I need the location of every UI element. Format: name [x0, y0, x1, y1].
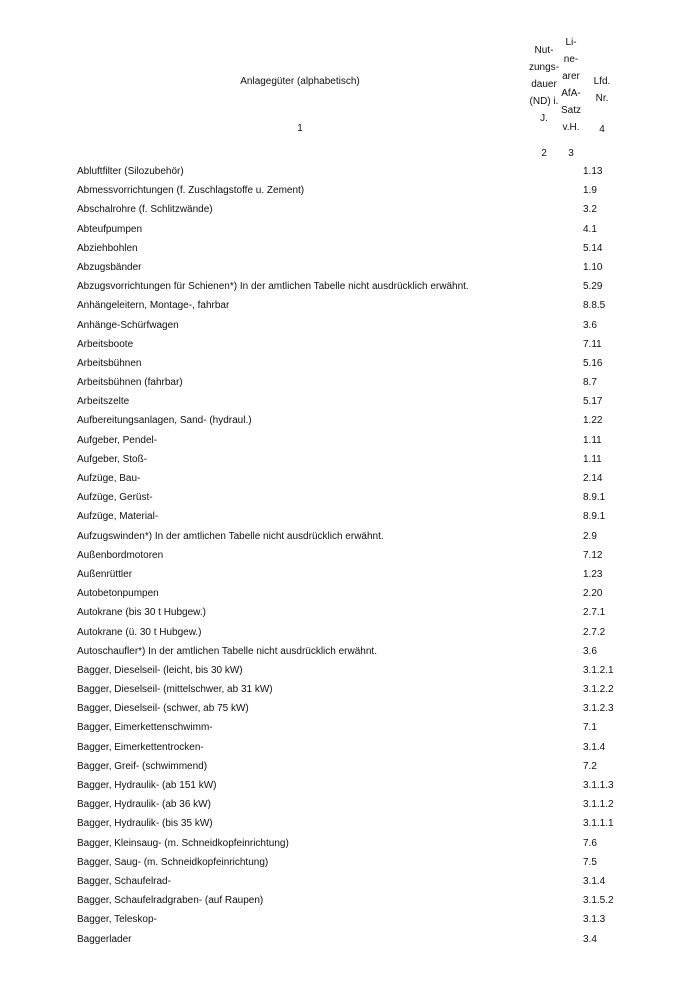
serial-number: 8.9.1 — [583, 511, 606, 523]
serial-number: 7.12 — [583, 549, 603, 561]
table-row — [0, 680, 700, 699]
asset-name: Autobetonpumpen — [77, 588, 159, 600]
serial-number: 2.7.1 — [583, 607, 606, 619]
serial-number: 1.13 — [583, 166, 603, 177]
table-row — [0, 565, 700, 584]
serial-number: 1.22 — [583, 415, 603, 427]
column-header-serial-number-title: Lfd. Nr. — [593, 76, 611, 104]
table-row — [0, 392, 700, 411]
serial-number: 2.7.2 — [583, 626, 606, 638]
serial-number: 3.1.4 — [583, 741, 606, 753]
serial-number: 3.1.1.3 — [583, 780, 614, 791]
serial-number: 3.1.1.1 — [583, 818, 614, 830]
table-row — [0, 930, 700, 949]
table-row — [0, 718, 700, 737]
asset-name: Bagger, Teleskop- — [77, 914, 157, 926]
table-row — [0, 699, 700, 718]
table-row — [0, 507, 700, 526]
table-row — [0, 335, 700, 354]
asset-name: Bagger, Schaufelrad- — [77, 875, 171, 887]
asset-name: Aufbereitungsanlagen, Sand- (hydraul.) — [77, 415, 252, 427]
asset-name: Arbeitszelte — [77, 396, 130, 408]
table-row — [0, 181, 700, 200]
serial-number: 2.14 — [583, 473, 603, 484]
asset-name: Aufzüge, Material- — [77, 511, 159, 523]
asset-name: Außenbordmotoren — [77, 549, 164, 561]
table-row — [0, 469, 700, 488]
asset-name: Aufzüge, Gerüst- — [77, 492, 153, 504]
asset-name: Bagger, Dieselseil- (leicht, bis 30 kW) — [77, 664, 243, 676]
asset-name: Abluftfilter (Silozubehör) — [77, 166, 184, 177]
table-row — [0, 757, 700, 776]
table-row — [0, 296, 700, 315]
serial-number: 7.2 — [583, 760, 597, 772]
table-row — [0, 603, 700, 622]
table-row — [0, 277, 700, 296]
asset-name: Bagger, Kleinsaug- (m. Schneidkopfeinrichtung) — [77, 837, 289, 849]
serial-number: 3.1.2.1 — [583, 664, 614, 676]
table-row — [0, 814, 700, 833]
serial-number: 3.1.3 — [583, 914, 606, 926]
column-header-useful-life-number: 2 — [541, 148, 547, 159]
serial-number: 3.1.5.2 — [583, 895, 614, 907]
asset-name: Aufgeber, Pendel- — [77, 434, 158, 446]
table-row — [0, 258, 700, 277]
table-row — [0, 200, 700, 219]
asset-name: Arbeitsbühnen — [77, 357, 142, 369]
table-row — [0, 584, 700, 603]
serial-number: 2.9 — [583, 530, 597, 542]
serial-number: 3.6 — [583, 645, 597, 657]
serial-number: 3.1.4 — [583, 875, 606, 887]
asset-name: Abschalrohre (f. Schlitzwände) — [77, 204, 213, 216]
column-header-depreciation-rate-number: 3 — [568, 148, 574, 159]
asset-name: Abziehbohlen — [77, 242, 138, 254]
asset-name: Abzugsvorrichtungen für Schienen*) In der amtlichen Tabelle nicht ausdrücklich erwähnt. — [77, 281, 469, 293]
table-row — [0, 411, 700, 430]
asset-name: Bagger, Dieselseil- (schwer, ab 75 kW) — [77, 703, 249, 715]
table-row — [0, 162, 700, 181]
table-row — [0, 546, 700, 565]
asset-name: Anhänge-Schürfwagen — [77, 319, 179, 331]
table-row — [0, 738, 700, 757]
column-header-useful-life — [527, 42, 561, 162]
table-row — [0, 527, 700, 546]
table-row — [0, 488, 700, 507]
serial-number: 2.20 — [583, 588, 603, 600]
serial-number: 3.1.2.2 — [583, 684, 614, 696]
asset-name: Arbeitsbühnen (fahrbar) — [77, 377, 183, 389]
asset-name: Autokrane (ü. 30 t Hubgew.) — [77, 626, 202, 638]
serial-number: 7.1 — [583, 722, 597, 734]
serial-number: 1.11 — [583, 434, 602, 446]
asset-name: Arbeitsboote — [77, 338, 134, 350]
asset-name: Aufgeber, Stoß- — [77, 453, 148, 465]
table-row — [0, 450, 700, 469]
table-row — [0, 623, 700, 642]
asset-name: Anhängeleitern, Montage-, fahrbar — [77, 300, 230, 312]
table-row — [0, 853, 700, 872]
table-row — [0, 354, 700, 373]
asset-name: Bagger, Hydraulik- (ab 151 kW) — [77, 780, 217, 791]
serial-number: 5.16 — [583, 357, 603, 369]
table-row — [0, 661, 700, 680]
serial-number: 7.11 — [583, 338, 602, 350]
table-row — [0, 316, 700, 335]
serial-number: 7.6 — [583, 837, 597, 849]
column-header-depreciation-rate-title: Li-ne-arer AfA-Satz v.H. — [561, 37, 582, 133]
asset-name: Bagger, Hydraulik- (ab 36 kW) — [77, 799, 211, 811]
serial-number: 5.14 — [583, 242, 603, 254]
asset-name: Abzugsbänder — [77, 261, 142, 273]
column-header-assets-title: Anlagegüter (alphabetisch) — [240, 76, 360, 87]
serial-number: 1.10 — [583, 261, 603, 273]
table-row — [0, 834, 700, 853]
asset-name: Bagger, Saug- (m. Schneidkopfeinrichtung) — [77, 856, 269, 868]
table-row — [0, 373, 700, 392]
asset-name: Autoschaufler*) In der amtlichen Tabelle nicht ausdrücklich erwähnt. — [77, 645, 377, 657]
serial-number: 1.9 — [583, 185, 597, 197]
asset-name: Autokrane (bis 30 t Hubgew.) — [77, 607, 206, 619]
table-row — [0, 872, 700, 891]
asset-name: Baggerlader — [77, 933, 132, 945]
table-row — [0, 910, 700, 929]
table-row — [0, 642, 700, 661]
asset-name: Bagger, Hydraulik- (bis 35 kW) — [77, 818, 213, 830]
table-row — [0, 431, 700, 450]
asset-name: Bagger, Eimerkettentrocken- — [77, 741, 204, 753]
serial-number: 1.11 — [583, 453, 602, 465]
table-row — [0, 891, 700, 910]
asset-name: Abmessvorrichtungen (f. Zuschlagstoffe u. Zement) — [77, 185, 305, 197]
asset-name: Aufzugswinden*) In der amtlichen Tabelle nicht ausdrücklich erwähnt. — [77, 530, 384, 542]
serial-number: 3.6 — [583, 319, 597, 331]
asset-name: Bagger, Schaufelradgraben- (auf Raupen) — [77, 895, 264, 907]
serial-number: 1.23 — [583, 568, 603, 580]
serial-number: 3.1.1.2 — [583, 799, 614, 811]
column-header-depreciation-rate — [561, 34, 581, 162]
column-header-serial-number — [586, 73, 618, 138]
column-header-assets-number: 1 — [297, 123, 303, 134]
asset-name: Bagger, Dieselseil- (mittelschwer, ab 31 kW) — [77, 684, 273, 696]
asset-name: Abteufpumpen — [77, 223, 143, 235]
table-row — [0, 776, 700, 795]
serial-number: 8.9.1 — [583, 492, 606, 504]
serial-number: 5.29 — [583, 281, 603, 293]
table-row — [0, 220, 700, 239]
serial-number: 3.2 — [583, 204, 597, 216]
asset-name: Aufzüge, Bau- — [77, 473, 141, 484]
column-header-serial-number-number: 4 — [599, 124, 605, 135]
table-row — [0, 239, 700, 258]
asset-table-body — [0, 162, 700, 949]
serial-number: 8.8.5 — [583, 300, 606, 312]
serial-number: 5.17 — [583, 396, 603, 408]
serial-number: 8.7 — [583, 377, 597, 389]
serial-number: 4.1 — [583, 223, 597, 235]
table-row — [0, 795, 700, 814]
asset-name: Bagger, Eimerkettenschwimm- — [77, 722, 213, 734]
serial-number: 7.5 — [583, 856, 597, 868]
column-header-useful-life-title: Nut-zungs-dauer (ND) i. J. — [528, 45, 559, 124]
serial-number: 3.4 — [583, 933, 597, 945]
asset-name: Außenrüttler — [77, 568, 133, 580]
serial-number: 3.1.2.3 — [583, 703, 614, 715]
asset-name: Bagger, Greif- (schwimmend) — [77, 760, 208, 772]
